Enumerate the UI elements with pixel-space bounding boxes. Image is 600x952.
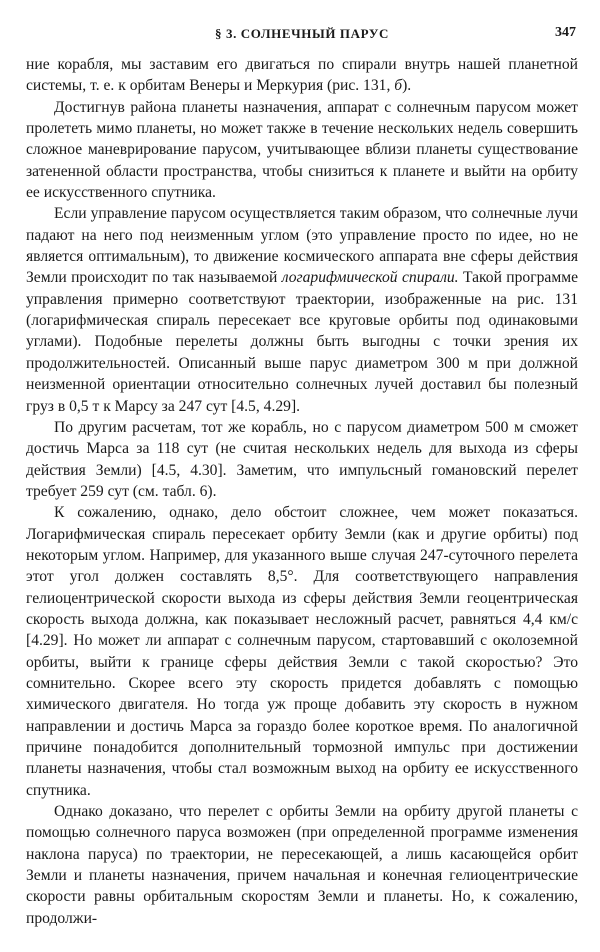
page-number: 347 xyxy=(555,25,576,40)
paragraph-4 xyxy=(26,417,578,502)
italic-segment: логарифмической спирали. xyxy=(281,269,459,287)
text-segment: Если управление парусом осуществляется таким образом, что солнечные лучи падают на него под неизменным углом (это управление просто по идее, но не является оптимальным), то движение космического аппарата вне сферы действия Земли происходит по так называемой xyxy=(26,205,578,287)
text-segment: ние корабля, мы заставим его двигаться по спирали внутрь нашей планетной системы, т. е. к орбитам Венеры и Меркурия (рис. 131, xyxy=(26,56,578,95)
italic-segment: б xyxy=(394,77,403,95)
text-segment: ). xyxy=(402,77,412,95)
text-segment: Такой программе управления примерно соответствуют траектории, изображенные на рис. 131 (логарифмическая спираль пересекает все круговые орбиты под одинаковыми углами). Подобные перелеты должны быть выгодны с точки зрения их продолжительностей. Описанный выше парус диаметром 300 м при должной неизменной ориентации относительно солнечных лучей доставил бы полезный груз в 0,5 т к Марсу за 247 сут [4.5, 4.29]. xyxy=(26,269,578,415)
paragraph-2 xyxy=(26,97,578,204)
text-segment: По другим расчетам, тот же корабль, но с парусом диаметром 500 м сможет достичь Марса за 118 сут (не считая нескольких недель для выхода из сферы действия Земли) [4.5, 4.30]. Заметим, что импульсный гомановский перелет требует 259 сут (см. табл. 6). xyxy=(26,418,578,500)
body-text xyxy=(26,54,578,929)
running-title: § 3. СОЛНЕЧНЫЙ ПАРУС xyxy=(215,26,389,41)
paragraph-1 xyxy=(26,54,578,97)
text-segment: Однако доказано, что перелет с орбиты Земли на орбиту другой планеты с помощью солнечного паруса возможен (при определенной программе изменения наклона паруса) по траектории, не пересекающей, а лишь касающейся орбит Земли и планеты назначения, причем начальная и конечная гелиоцентрические скорости равны орбитальным скоростям Земли и планеты. Но, к сожалению, продолжи- xyxy=(26,803,578,927)
paragraph-6 xyxy=(26,801,578,929)
book-page xyxy=(26,20,578,929)
text-segment: Достигнув района планеты назначения, аппарат с солнечным парусом может пролететь мимо планеты, но может также в течение нескольких недель совершить сложное маневрирование парусом, учитывающее вблизи планеты существование затененной области пространства, чтобы снизиться к планете и выйти на орбиту ее искусственного спутника. xyxy=(26,98,578,202)
paragraph-3 xyxy=(26,203,578,416)
text-segment: К сожалению, однако, дело обстоит сложнее, чем может показаться. Логарифмическая спираль пересекает орбиту Земли (как и другие орбиты) под некоторым углом. Например, для указанного выше случая 247-суточного перелета этот угол должен составлять 8,5°. Для соответствующего направления гелиоцентрической скорости выхода из сферы действия Земли геоцентрическая скорость выхода должна, как показывает несложный расчет, равняться 4,4 км/с [4.29]. Но может ли аппарат с солнечным парусом, стартовавший с околоземной орбиты, выйти к границе сферы действия Земли с такой скоростью? Это сомнительно. Скорее всего эту скорость придется добавлять с помощью химического двигателя. Но тогда уж проще добавить эту скорость в нужном направлении и достичь Марса за гораздо более короткое время. По аналогичной причине понадобится дополнительный тормозной импульс при достижении планеты назначения, чтобы стал возможным выход на орбиту ее искусственного спутника. xyxy=(26,504,578,799)
running-head xyxy=(26,20,578,46)
paragraph-5 xyxy=(26,502,578,801)
